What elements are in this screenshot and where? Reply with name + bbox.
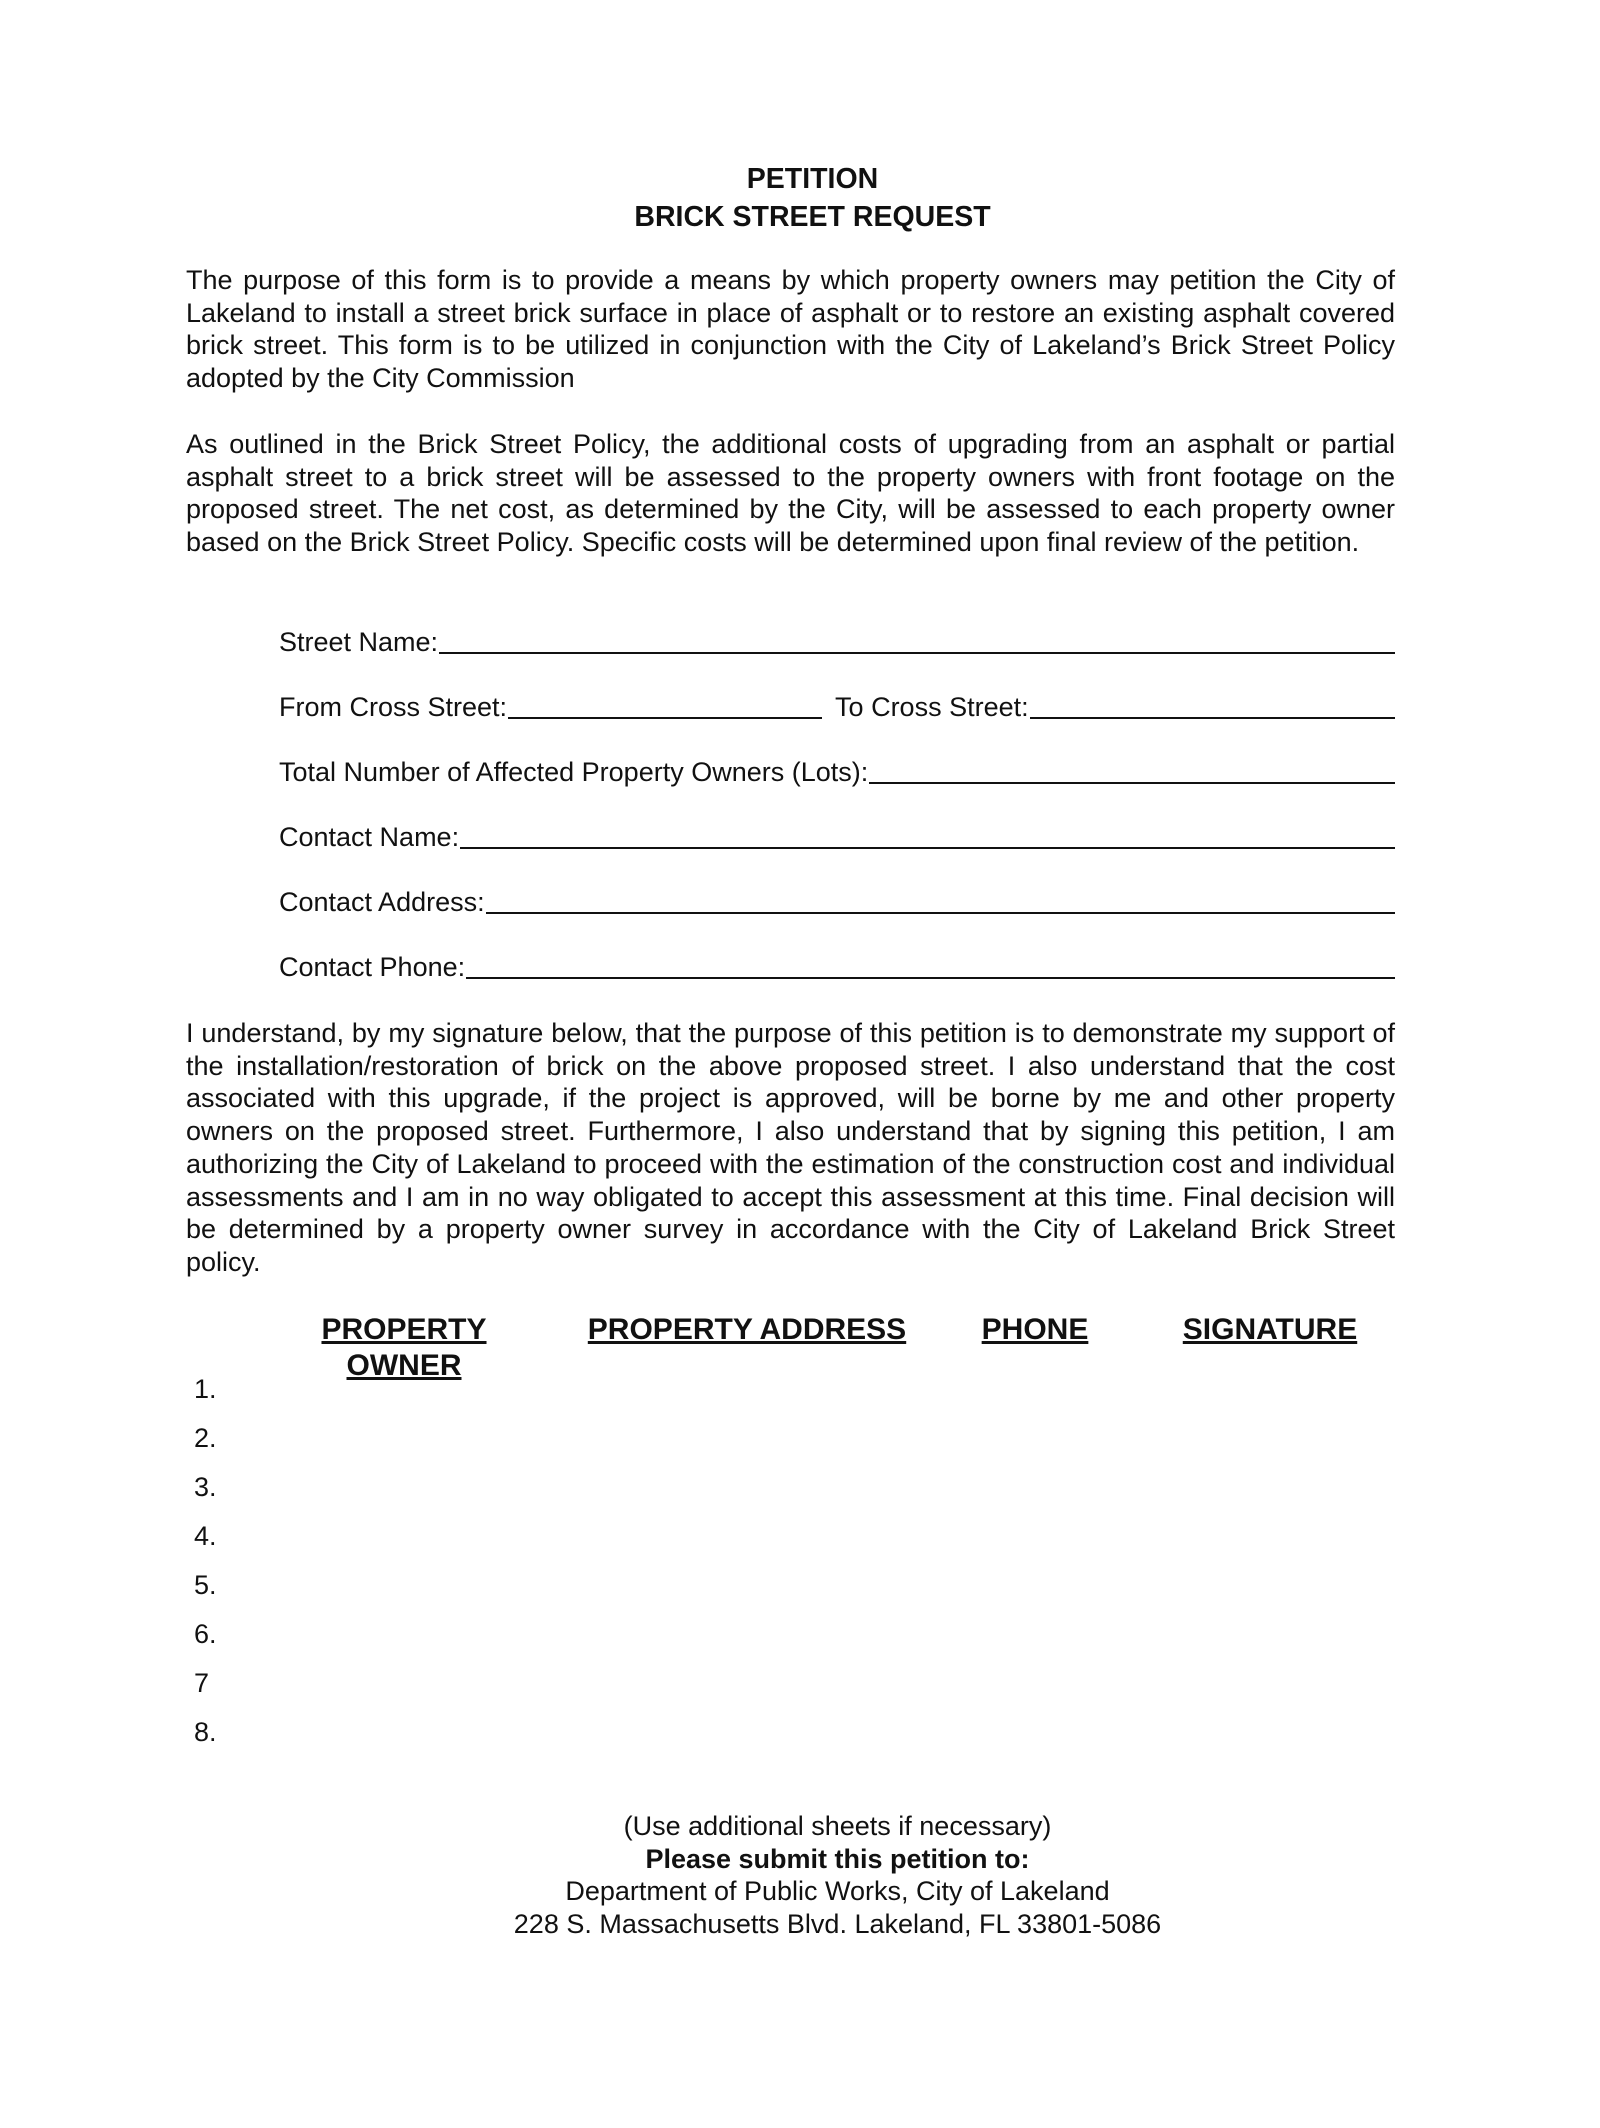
page-title — [0, 160, 1600, 236]
total-owners-field[interactable] — [869, 782, 1395, 784]
header-property-owner — [318, 1312, 490, 1384]
to-cross-street-label: To Cross Street: — [835, 692, 1029, 722]
contact-phone-row — [279, 949, 1395, 983]
contact-phone-label: Contact Phone: — [279, 952, 466, 982]
from-cross-street-field[interactable] — [508, 717, 822, 719]
title-line-request: BRICK STREET REQUEST — [634, 201, 991, 233]
row-number: 6. — [194, 1619, 217, 1649]
street-name-row — [279, 624, 1395, 658]
header-signature: SIGNATURE — [1182, 1313, 1358, 1346]
row-number: 4. — [194, 1521, 217, 1551]
additional-sheets-note: (Use additional sheets if necessary) — [623, 1811, 1052, 1841]
from-cross-street-label: From Cross Street: — [279, 692, 508, 722]
row-number: 8. — [194, 1717, 217, 1747]
contact-name-label: Contact Name: — [279, 822, 460, 852]
intro-paragraph: The purpose of this form is to provide a means by which property owners may petition the City of Lakeland to install a street brick surface in place of asphalt or to restore an existing asphalt covered brick street. This form is to be utilized in conjunction with the City of Lakeland’s Brick Street Policy adopted by the City Commission — [186, 265, 1395, 394]
department-name: Department of Public Works, City of Lakeland — [565, 1876, 1110, 1906]
header-owner-line2: OWNER — [346, 1349, 462, 1382]
street-name-field[interactable] — [439, 652, 1395, 654]
contact-address-label: Contact Address: — [279, 887, 485, 917]
contact-address-row — [279, 884, 1395, 918]
contact-address-field[interactable] — [486, 912, 1395, 914]
header-phone: PHONE — [981, 1313, 1089, 1346]
street-name-label: Street Name: — [279, 627, 439, 657]
cross-street-row — [279, 689, 1395, 723]
row-number: 1. — [194, 1374, 217, 1404]
title-line-petition: PETITION — [746, 163, 879, 195]
contact-phone-field[interactable] — [466, 977, 1395, 979]
costs-paragraph: As outlined in the Brick Street Policy, the additional costs of upgrading from an asphalt or partial asphalt street to a brick street will be assessed to the property owners with front footage on the proposed street. The net cost, as determined by the City, will be assessed to each property owner based on the Brick Street Policy. Specific costs will be determined upon final review of the petition. — [186, 429, 1395, 558]
understanding-paragraph: I understand, by my signature below, that the purpose of this petition is to demonstrate my support of the installation/restoration of brick on the above proposed street. I also understand that the cost associated with this upgrade, if the project is approved, will be borne by me and other property owners on the proposed street. Furthermore, I also understand that by signing this petition, I am authorizing the City of Lakeland to proceed with the estimation of the construction cost and individual assessments and I am in no way obligated to accept this assessment at this time. Final decision will be determined by a property owner survey in accordance with the City of Lakeland Brick Street policy. — [186, 1018, 1395, 1277]
department-address: 228 S. Massachusetts Blvd. Lakeland, FL 33801-5086 — [513, 1908, 1162, 1939]
row-number: 5. — [194, 1570, 217, 1600]
row-number: 7 — [194, 1668, 210, 1698]
header-property-address: PROPERTY ADDRESS — [587, 1313, 907, 1346]
header-owner-line1: PROPERTY — [321, 1313, 487, 1346]
submission-footer — [0, 1810, 1600, 1940]
total-owners-label: Total Number of Affected Property Owners (Lots): — [279, 757, 869, 787]
submit-heading: Please submit this petition to: — [645, 1843, 1030, 1874]
contact-name-field[interactable] — [460, 847, 1395, 849]
total-owners-row — [279, 754, 1395, 788]
row-number: 3. — [194, 1472, 217, 1502]
to-cross-street-field[interactable] — [1030, 717, 1395, 719]
row-number: 2. — [194, 1423, 217, 1453]
contact-name-row — [279, 819, 1395, 853]
